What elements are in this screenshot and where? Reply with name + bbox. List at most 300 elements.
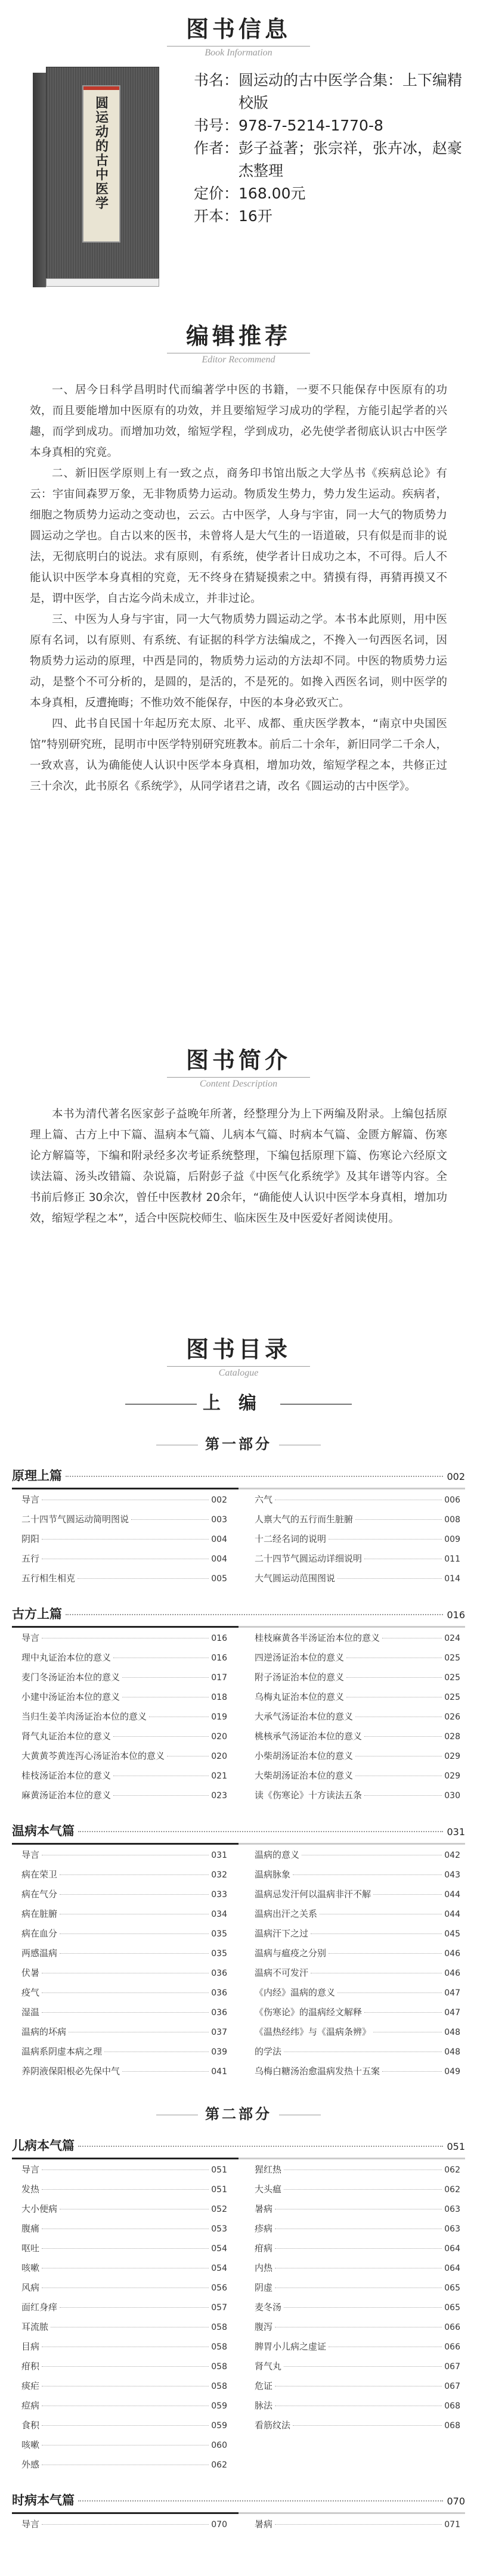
info-label: 作者：	[194, 139, 239, 157]
toc-entry	[21, 2261, 227, 2281]
toc-entry	[255, 2202, 460, 2222]
toc-entry-title: 咳嗽	[21, 2440, 40, 2450]
toc-entry-title: 二十四节气圆运动简明图说	[21, 1514, 129, 1525]
toc-entry-page: 043	[444, 1870, 460, 1880]
toc-entry-title: 病在脏腑	[21, 1908, 58, 1919]
toc-entry	[255, 1552, 460, 1572]
toc-entry	[21, 2202, 227, 2222]
toc-entry	[255, 2281, 460, 2301]
book-info-section	[0, 0, 477, 322]
title-divider	[167, 1366, 310, 1367]
toc-entry	[21, 2163, 227, 2183]
toc-leader-dots	[66, 1614, 443, 1615]
toc-entry-page: 006	[444, 1495, 460, 1505]
toc-entry-page: 044	[444, 1890, 460, 1900]
toc-entry-title: 内热	[255, 2262, 273, 2273]
toc-entry-title: 目病	[21, 2341, 40, 2352]
toc-entry-page: 064	[444, 2264, 460, 2273]
toc-left-column	[21, 1631, 227, 1808]
toc-entry-page: 026	[444, 1712, 460, 1722]
info-value: 978-7-5214-1770-8	[238, 117, 383, 134]
toc-entry	[255, 1572, 460, 1591]
toc-entry-page: 016	[211, 1634, 227, 1643]
toc-entry-page: 063	[444, 2224, 460, 2234]
editor-recommend-section	[0, 307, 477, 797]
toc-leader-dots	[78, 1831, 443, 1832]
toc-entry	[21, 2045, 227, 2065]
toc-entry	[255, 2419, 460, 2438]
part-label: 第二部分	[205, 2106, 272, 2122]
toc-entry-page: 051	[211, 2185, 227, 2195]
info-label: 书名：	[194, 72, 239, 89]
toc-entry-page: 025	[444, 1693, 460, 1702]
toc-entry-title: 外感	[21, 2459, 40, 2470]
toc-leader-dots	[42, 2189, 209, 2190]
toc-leader-dots	[78, 1578, 209, 1579]
chapter-page: 070	[447, 2496, 465, 2507]
toc-entry-title: 疳病	[255, 2243, 273, 2254]
toc-leader-dots	[329, 1539, 442, 1540]
toc-entry-page: 035	[211, 1949, 227, 1959]
toc-right-column	[255, 2518, 460, 2537]
toc-entry-title: 麻黄汤证治本位的意义	[21, 1790, 111, 1801]
toc-entry-page: 065	[444, 2283, 460, 2293]
toc-entry-title: 疹病	[255, 2223, 273, 2234]
toc-leader-dots	[311, 1933, 442, 1934]
toc-entry	[255, 2006, 460, 2025]
toc-entry	[255, 1513, 460, 1532]
toc-entry	[255, 1986, 460, 2006]
toc-entry	[255, 2065, 460, 2084]
chapter-heading	[12, 2491, 465, 2509]
toc-entry	[21, 1986, 227, 2006]
toc-entry-page: 004	[211, 1554, 227, 1564]
toc-entry-page: 034	[211, 1910, 227, 1919]
toc-entry-title: 肾气丸证治本位的意义	[21, 1731, 111, 1742]
toc-entry-title: 人禀大气的五行而生脏腑	[255, 1514, 354, 1525]
toc-entry	[21, 1848, 227, 1868]
toc-entry-title: 猩红热	[255, 2164, 282, 2175]
toc-entry	[255, 1493, 460, 1513]
table-of-contents	[0, 1432, 477, 2537]
recommend-paragraph: 二、新旧医学原则上有一致之点，商务印书馆出版之大学丛书《疾病总论》有云：宇宙间森罗万象，无非物质势力运动。物质发生势力，势力发生运动。疾病者，细胞之物质势力运动之变动也，云云。古中医学，人身与宇宙，同一大气的物质势力圆运动之学也。自古以来的医书，未曾将人是大气生的一语道破，只有似是而非的说法，无彻底明白的说法。求有原则，有系统，使学者计日成功之本，不可得。后人不能认识中医学本身真相的究竟，无不终身在猜疑摸索之中。猜摸有得，再猜再摸又不是，谓中医学，自古迄今尚未成立，并非过论。	[30, 467, 447, 605]
toc-entry-title: 温病与瘟疫之分别	[255, 1948, 327, 1959]
toc-entry-page: 024	[444, 1634, 460, 1643]
toc-entry	[21, 1947, 227, 1966]
info-row-isbn	[194, 114, 468, 137]
book-cover	[46, 67, 159, 283]
intro-body	[0, 1090, 477, 1229]
toc-entry-title: 暑病	[255, 2203, 273, 2214]
toc-left-column	[21, 2518, 227, 2537]
cover-tag	[83, 86, 119, 90]
toc-entry-page: 037	[211, 2028, 227, 2037]
catalogue-heading	[0, 1320, 477, 1379]
toc-entry	[255, 2045, 460, 2065]
toc-entry-title: 两感温病	[21, 1948, 58, 1959]
toc-entry-title: 暑病	[255, 2519, 273, 2530]
toc-entry	[21, 2222, 227, 2242]
toc-entry-title: 温病脉象	[255, 1869, 291, 1880]
toc-chapter	[0, 1604, 477, 1808]
toc-entry-page: 044	[444, 1910, 460, 1919]
toc-entry-title: 乌梅丸证治本位的意义	[255, 1692, 345, 1702]
toc-entry-title: 附子汤证治本位的意义	[255, 1672, 345, 1683]
part-label: 第一部分	[205, 1436, 272, 1453]
title-divider	[167, 1077, 310, 1078]
toc-entry-title: 温病的坏病	[21, 2026, 67, 2037]
toc-entry-page: 054	[211, 2264, 227, 2273]
toc-entry-title: 看筋纹法	[255, 2420, 291, 2431]
toc-entry-title: 风病	[21, 2282, 40, 2293]
toc-entry	[21, 1927, 227, 1947]
toc-entry	[21, 2419, 227, 2438]
catalogue-subtitle: Catalogue	[218, 1368, 259, 1378]
toc-entry-title: 读《伤寒论》十方读法五条	[255, 1790, 363, 1801]
toc-entry	[255, 1749, 460, 1769]
toc-entry-title: 理中丸证治本位的意义	[21, 1652, 111, 1663]
toc-leader-dots	[122, 2071, 209, 2072]
toc-entry-page: 035	[211, 1929, 227, 1939]
toc-leader-dots	[60, 2307, 209, 2308]
toc-entry-title: 五行相生相克	[21, 1573, 76, 1584]
toc-leader-dots	[60, 1894, 209, 1895]
toc-entry-title: 咳嗽	[21, 2262, 40, 2273]
toc-entry	[255, 1888, 460, 1907]
toc-entry	[21, 2301, 227, 2320]
catalogue-section	[0, 1320, 477, 2537]
toc-entry	[21, 2518, 227, 2537]
toc-entry-page: 003	[211, 1515, 227, 1525]
toc-entry-page: 028	[444, 1732, 460, 1742]
toc-entry-page: 048	[444, 2047, 460, 2057]
toc-leader-dots	[60, 1953, 209, 1954]
toc-entry	[21, 2183, 227, 2202]
info-label: 开本：	[194, 207, 239, 225]
toc-entry	[21, 2399, 227, 2419]
toc-entry-title: 当归生姜羊肉汤证治本位的意义	[21, 1711, 147, 1722]
toc-entry-title: 桃核承气汤证治本位的意义	[255, 1731, 363, 1742]
toc-leader-dots	[275, 2524, 442, 2525]
toc-entry-title: 危证	[255, 2381, 273, 2391]
intro-title: 图书简介	[185, 1047, 291, 1073]
info-row-format	[194, 205, 468, 228]
toc-leader-dots	[364, 2012, 442, 2013]
intro-subtitle: Content Description	[199, 1079, 278, 1089]
info-row-title	[194, 69, 468, 114]
toc-leader-dots	[78, 2500, 443, 2501]
toc-entry-title: 病在血分	[21, 1928, 58, 1939]
toc-entry	[21, 1868, 227, 1888]
toc-entry-title: 腹痛	[21, 2223, 40, 2234]
toc-entry	[255, 1631, 460, 1651]
toc-entry-title: 脾胃小儿病之虚证	[255, 2341, 327, 2352]
toc-entry-title: 病在荣卫	[21, 1869, 58, 1880]
toc-entry-page: 004	[211, 1535, 227, 1544]
toc-entry	[255, 1927, 460, 1947]
toc-entry-page: 053	[211, 2224, 227, 2234]
toc-entry	[255, 2242, 460, 2261]
chapter-columns	[12, 1845, 465, 2084]
toc-entry-title: 麦冬汤	[255, 2302, 282, 2313]
chapter-heading	[12, 1821, 465, 1839]
toc-entry-title: 温病出汗之关系	[255, 1908, 318, 1919]
toc-entry-page: 066	[444, 2342, 460, 2352]
toc-entry	[255, 1868, 460, 1888]
toc-entry-page: 047	[444, 1988, 460, 1998]
toc-entry	[21, 1888, 227, 1907]
toc-leader-dots	[60, 1874, 209, 1875]
toc-entry-title: 的学法	[255, 2046, 282, 2057]
cover-title-label	[82, 85, 120, 243]
toc-leader-dots	[42, 2425, 209, 2426]
chapter-columns	[12, 1489, 465, 1591]
toc-entry-title: 大小便病	[21, 2203, 58, 2214]
toc-entry-page: 039	[211, 2047, 227, 2057]
book-info-subtitle: Book Information	[205, 48, 272, 58]
recommend-heading	[0, 307, 477, 365]
toc-entry-page: 047	[444, 2008, 460, 2018]
toc-leader-dots	[329, 1953, 442, 1954]
recommend-title: 编辑推荐	[185, 323, 291, 349]
toc-entry-title: 二十四节气圆运动详细说明	[255, 1553, 363, 1564]
toc-entry-title: 面红身痒	[21, 2302, 58, 2313]
toc-entry-title: 痘病	[21, 2400, 40, 2411]
toc-entry-title: 导言	[21, 2164, 40, 2175]
toc-entry	[21, 2065, 227, 2084]
toc-entry	[21, 1789, 227, 1808]
toc-entry-page: 058	[211, 2382, 227, 2391]
toc-entry	[255, 2320, 460, 2340]
toc-entry-title: 导言	[21, 2519, 40, 2530]
chapter-title: 儿病本气篇	[12, 2139, 75, 2153]
toc-entry-title: 发热	[21, 2184, 40, 2195]
toc-entry	[21, 2242, 227, 2261]
toc-entry	[21, 1710, 227, 1730]
toc-entry-page: 068	[444, 2421, 460, 2431]
toc-entry-page: 019	[211, 1712, 227, 1722]
toc-entry	[255, 1730, 460, 1749]
toc-entry-title: 桂枝汤证治本位的意义	[21, 1770, 111, 1781]
volume-heading	[0, 1388, 477, 1414]
toc-entry-page: 033	[211, 1890, 227, 1900]
toc-entry-title: 乌梅白糖汤治愈温病发热十五案	[255, 2066, 380, 2077]
chapter-page: 051	[447, 2141, 465, 2152]
toc-entry-title: 五行	[21, 1553, 40, 1564]
toc-chapter	[0, 1466, 477, 1591]
recommend-paragraph: 三、中医为人身与宇宙，同一大气物质势力圆运动之学。本书本此原则，用中医原有名词，以有原则、有系统、有证据的科学方法编成之，不搀入一句西医名词，因物质势力运动的原理，中西是同的，物质势力运动的方法却不同。中医的物质势力运动，是整个不可分析的，是圆的，是活的，不是死的。如搀入西医名词，则中医学的本身真相，反遭掩晦；不惟功效不能保存，中医的本身必致灭亡。	[30, 613, 447, 709]
part-heading	[0, 1432, 477, 1453]
toc-entry	[21, 1907, 227, 1927]
toc-leader-dots	[42, 1992, 209, 1993]
volume-label: 上编	[203, 1393, 274, 1414]
toc-chapter	[0, 1821, 477, 2084]
volume-deco-line	[280, 1404, 352, 1405]
toc-entry-page: 048	[444, 2028, 460, 2037]
toc-entry	[21, 1631, 227, 1651]
toc-left-column	[21, 2163, 227, 2478]
toc-entry-title: 疳积	[21, 2361, 40, 2372]
toc-entry-page: 002	[211, 1495, 227, 1505]
chapter-title: 时病本气篇	[12, 2493, 75, 2507]
toc-entry-page: 058	[211, 2342, 227, 2352]
toc-entry	[255, 1690, 460, 1710]
chapter-title: 原理上篇	[12, 1469, 62, 1483]
toc-entry	[255, 1671, 460, 1690]
toc-entry-page: 036	[211, 1988, 227, 1998]
toc-leader-dots	[42, 1539, 209, 1540]
toc-entry-page: 009	[444, 1535, 460, 1544]
toc-entry	[255, 2340, 460, 2360]
toc-entry	[21, 1749, 227, 1769]
toc-leader-dots	[42, 2012, 209, 2013]
chapter-title: 古方上篇	[12, 1607, 62, 1621]
toc-left-column	[21, 1848, 227, 2084]
book-info-title: 图书信息	[185, 16, 291, 42]
toc-entry-page: 059	[211, 2421, 227, 2431]
book-spine	[33, 73, 46, 287]
chapter-heading	[12, 1466, 465, 1484]
toc-entry-title: 疫气	[21, 1987, 40, 1998]
toc-entry	[255, 1532, 460, 1552]
toc-entry-title: 肾气丸	[255, 2361, 282, 2372]
catalogue-title: 图书目录	[185, 1336, 291, 1363]
toc-entry-title: 脉法	[255, 2400, 273, 2411]
toc-entry	[255, 1651, 460, 1671]
toc-leader-dots	[373, 1894, 442, 1895]
toc-entry-page: 008	[444, 1515, 460, 1525]
toc-entry	[21, 1730, 227, 1749]
toc-entry-page: 046	[444, 1969, 460, 1978]
toc-entry	[21, 1513, 227, 1532]
toc-entry-title: 温病的意义	[255, 1849, 300, 1860]
toc-entry-page: 065	[444, 2303, 460, 2313]
toc-entry-page: 052	[211, 2205, 227, 2214]
toc-leader-dots	[78, 2146, 443, 2147]
toc-entry	[255, 1947, 460, 1966]
toc-entry-page: 036	[211, 2008, 227, 2018]
toc-entry-page: 051	[211, 2165, 227, 2175]
toc-leader-dots	[355, 1519, 442, 1520]
toc-entry-title: 腹泻	[255, 2321, 273, 2332]
toc-entry	[255, 2222, 460, 2242]
chapter-page: 002	[447, 1471, 465, 1482]
toc-entry	[21, 2379, 227, 2399]
toc-entry-page: 018	[211, 1693, 227, 1702]
toc-leader-dots	[293, 2425, 442, 2426]
toc-leader-dots	[364, 1795, 442, 1796]
toc-entry	[255, 1789, 460, 1808]
toc-entry-page: 029	[444, 1752, 460, 1761]
toc-entry-title: 温病汗下之过	[255, 1928, 309, 1939]
toc-entry-page: 067	[444, 2382, 460, 2391]
toc-entry	[21, 2006, 227, 2025]
toc-entry-title: 导言	[21, 1632, 40, 1643]
toc-entry-page: 049	[444, 2067, 460, 2077]
toc-entry-title: 《温热经纬》与《温病条辨》	[255, 2026, 371, 2037]
toc-entry-page: 017	[211, 1673, 227, 1683]
book-bottom-edge	[46, 278, 159, 287]
toc-entry	[21, 1572, 227, 1591]
toc-entry	[255, 1848, 460, 1868]
toc-entry-page: 041	[211, 2067, 227, 2077]
toc-entry-page: 066	[444, 2323, 460, 2332]
toc-entry-title: 大头瘟	[255, 2184, 282, 2195]
toc-entry-page: 058	[211, 2323, 227, 2332]
chapter-heading	[12, 2136, 465, 2154]
toc-leader-dots	[131, 1519, 209, 1520]
toc-entry-page: 063	[444, 2205, 460, 2214]
toc-entry-title: 导言	[21, 1849, 40, 1860]
toc-entry-page: 025	[444, 1653, 460, 1663]
toc-entry	[21, 2360, 227, 2379]
toc-entry	[21, 1690, 227, 1710]
toc-entry-title: 大承气汤证治本位的意义	[255, 1711, 354, 1722]
toc-leader-dots	[42, 2524, 209, 2525]
chapter-page: 016	[447, 1609, 465, 1621]
toc-entry	[21, 1532, 227, 1552]
toc-entry-title: 大气圆运动范围图说	[255, 1573, 336, 1584]
toc-entry-page: 057	[211, 2303, 227, 2313]
toc-entry-page: 014	[444, 1574, 460, 1584]
toc-entry	[255, 2183, 460, 2202]
toc-entry	[21, 1769, 227, 1789]
content-description-section	[0, 1031, 477, 1229]
toc-entry-page: 030	[444, 1791, 460, 1801]
toc-entry-title: 六气	[255, 1494, 273, 1505]
toc-entry-page: 029	[444, 1771, 460, 1781]
toc-entry	[255, 2163, 460, 2183]
toc-entry-title: 麦门冬汤证治本位的意义	[21, 1672, 120, 1683]
toc-leader-dots	[60, 1933, 209, 1934]
recommend-paragraph: 四、此书自民国十年起历充太原、北平、成都、重庆医学教本，“南京中央国医馆”特别研究班，昆明市中医学特别研究班教本。前后二十余年，新旧同学二千余人，一致欢喜，认为确能使人认识中医学本身真相，增加功效，缩短学程之本，共修正过三十余次，此书原名《系统学》，从同学诸君之请，改名《圆运动的古中医学》。	[30, 718, 447, 793]
toc-entry-page: 062	[444, 2185, 460, 2195]
chapter-columns	[12, 1628, 465, 1808]
toc-entry-page: 031	[211, 1851, 227, 1860]
toc-entry	[21, 2281, 227, 2301]
toc-entry	[255, 2399, 460, 2419]
toc-entry-title: 导言	[21, 1494, 40, 1505]
chapter-heading	[12, 1604, 465, 1622]
chapter-columns	[12, 2514, 465, 2537]
toc-right-column	[255, 1493, 460, 1591]
toc-right-column	[255, 1848, 460, 2084]
toc-leader-dots	[364, 1736, 442, 1737]
info-value: 168.00元	[238, 185, 306, 202]
toc-entry	[255, 2301, 460, 2320]
toc-entry-page: 011	[444, 1554, 460, 1564]
toc-entry-title: 四逆汤证治本位的意义	[255, 1652, 345, 1663]
volume-deco-line	[125, 1404, 197, 1405]
toc-entry-page: 064	[444, 2244, 460, 2254]
toc-entry-title: 耳流脓	[21, 2321, 49, 2332]
toc-entry-title: 小柴胡汤证治本位的意义	[255, 1751, 354, 1761]
toc-entry-page: 032	[211, 1870, 227, 1880]
toc-entry-page: 058	[211, 2362, 227, 2372]
toc-entry-title: 湿温	[21, 2007, 40, 2018]
toc-entry	[21, 2438, 227, 2458]
toc-entry	[255, 2261, 460, 2281]
toc-entry-title: 痰疟	[21, 2381, 40, 2391]
toc-entry	[21, 1966, 227, 1986]
chapter-page: 031	[447, 1826, 465, 1838]
book-info-heading	[0, 0, 477, 58]
toc-entry-page: 005	[211, 1574, 227, 1584]
toc-entry-page: 036	[211, 1969, 227, 1978]
toc-leader-dots	[337, 1578, 442, 1579]
info-row-author	[194, 137, 468, 182]
toc-leader-dots	[346, 1677, 442, 1678]
